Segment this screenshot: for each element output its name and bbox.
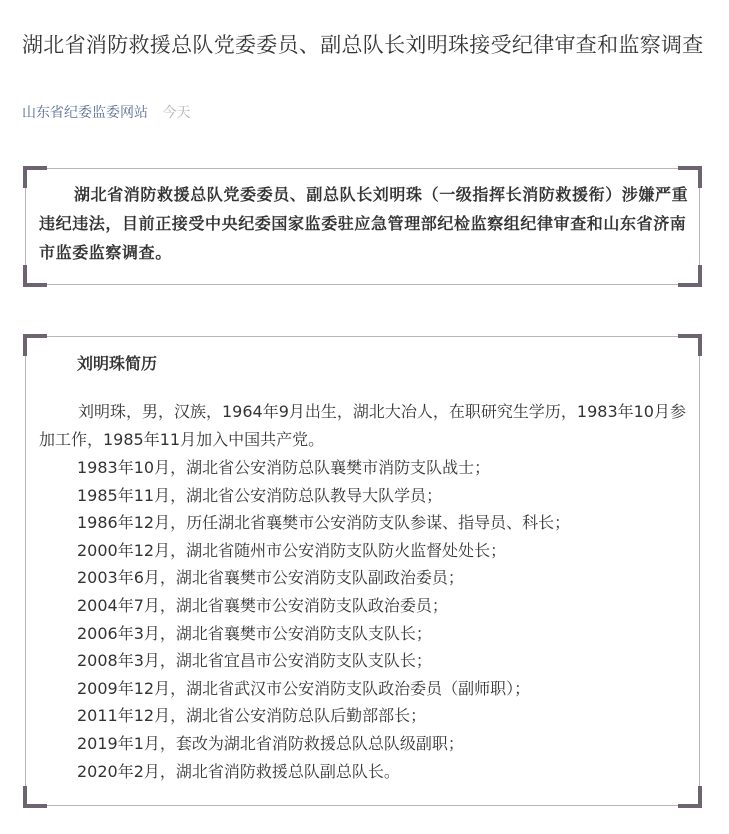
bio-intro: 刘明珠，男，汉族，1964年9月出生，湖北大冶人，在职研究生学历，1983年10月参加工作，1985年11月加入中国共产党。 bbox=[39, 402, 686, 449]
bio-entry-list bbox=[77, 454, 570, 785]
bio-entry: 2006年3月，湖北省襄樊市公安消防支队支队长； bbox=[77, 623, 432, 643]
bio-entry: 2009年12月，湖北省武汉市公安消防支队政治委员（副师职）； bbox=[77, 678, 531, 698]
bio-entry: 2008年3月，湖北省宜昌市公安消防支队支队长； bbox=[77, 651, 432, 671]
bio-heading: 刘明珠简历 bbox=[77, 354, 158, 373]
corner-bracket-bottom-right bbox=[678, 786, 702, 808]
corner-bracket-bottom-left bbox=[23, 265, 47, 287]
bio-entry: 1983年10月，湖北省公安消防总队襄樊市消防支队战士； bbox=[77, 458, 491, 477]
corner-bracket-top-left bbox=[23, 334, 47, 356]
source-link[interactable]: 山东省纪委监委网站 bbox=[22, 105, 148, 121]
bio-entry: 2020年2月，湖北省消防救援总队副总队长。 bbox=[77, 761, 400, 781]
bio-entry: 1986年12月，历任湖北省襄樊市公安消防支队参谋、指导员、科长； bbox=[77, 513, 571, 533]
publish-time: 今天 bbox=[162, 105, 191, 121]
bio-entry: 2000年12月，湖北省随州市公安消防支队防火监督处处长； bbox=[77, 540, 507, 560]
summary-text: 湖北省消防救援总队党委委员、副总队长刘明珠（一级指挥长消防救援衔）涉嫌严重违纪违法，目前正接受中央纪委国家监委驻应急管理部纪检监察组纪律审查和山东省济南市监委监察调查。 bbox=[39, 185, 689, 262]
corner-bracket-bottom-left bbox=[23, 786, 47, 808]
article-title: 湖北省消防救援总队党委委员、副总队长刘明珠接受纪律审查和监察调查 bbox=[22, 33, 704, 57]
bio-box bbox=[25, 336, 700, 806]
bio-entry: 2011年12月，湖北省公安消防总队后勤部部长； bbox=[77, 706, 427, 726]
bio-entry: 2003年6月，湖北省襄樊市公安消防支队副政治委员； bbox=[77, 568, 464, 588]
bio-entry: 2004年7月，湖北省襄樊市公安消防支队政治委员； bbox=[77, 595, 448, 615]
bio-entry: 2019年1月，套改为湖北省消防救援总队总队级副职； bbox=[77, 733, 464, 753]
corner-bracket-top-right bbox=[678, 334, 702, 356]
corner-bracket-bottom-right bbox=[678, 265, 702, 287]
summary-box bbox=[25, 168, 700, 285]
bio-entry: 1985年11月，湖北省公安消防总队教导大队学员； bbox=[77, 485, 443, 505]
article-meta bbox=[22, 104, 190, 122]
